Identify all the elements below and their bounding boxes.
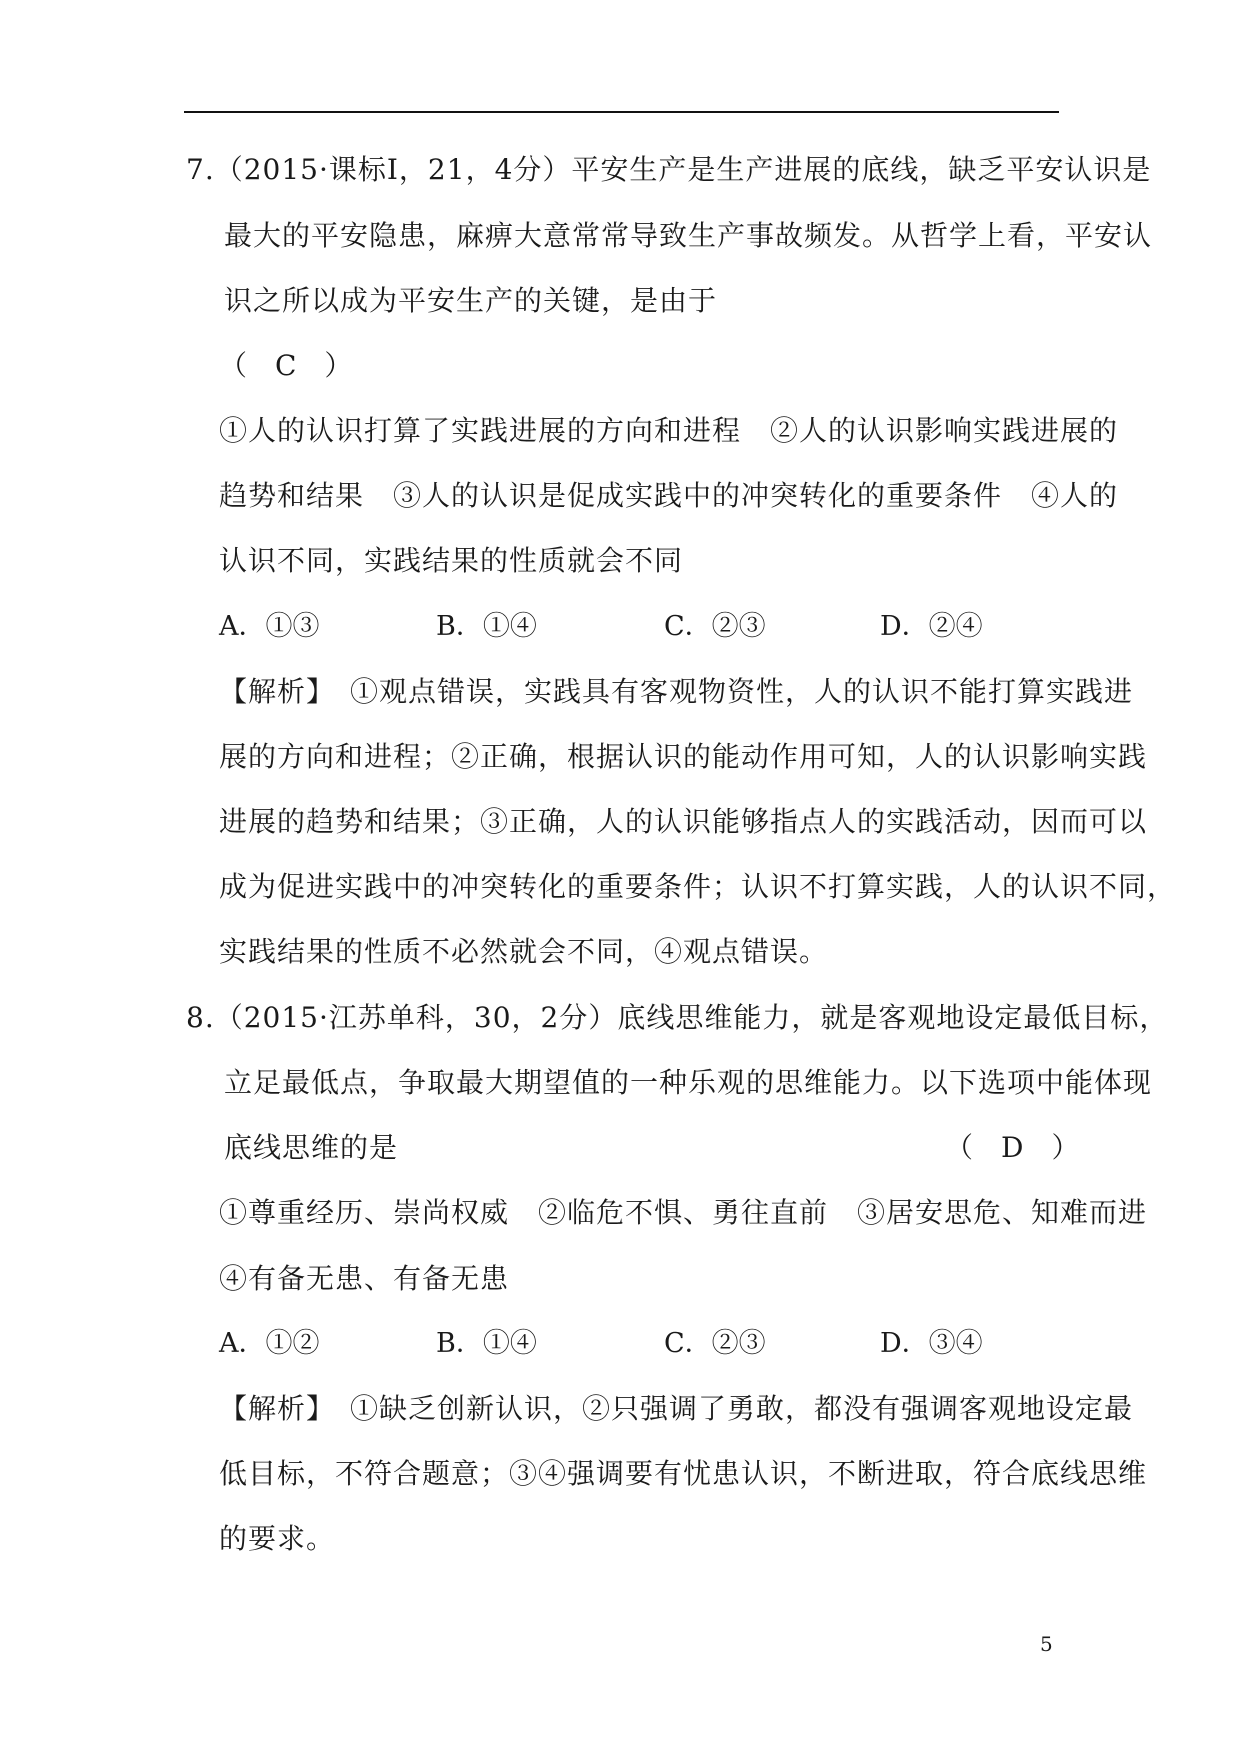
q8-option-b: B．①④ xyxy=(436,1328,537,1359)
q8-stem-line-2: 立足最低点，争取最大期望值的一种乐观的思维能力。以下选项中能体现 xyxy=(224,1066,1153,1099)
q8-stem-line-3: 底线思维的是 xyxy=(224,1131,399,1164)
q7-analysis-line-3: 进展的趋势和结果；③正确，人的认识能够指点人的实践活动，因而可以 xyxy=(219,805,1148,838)
q8-option-d: D．③④ xyxy=(880,1328,983,1359)
q7-answer: （ C ） xyxy=(219,349,353,382)
q8-statement-line-2: ④有备无患、有备无患 xyxy=(219,1262,510,1295)
q8-statement-line-1: ①尊重经历、崇尚权威 ②临危不惧、勇往直前 ③居安思危、知难而进 xyxy=(219,1196,1148,1229)
q7-stem-line-2: 最大的平安隐患，麻痹大意常常导致生产事故频发。从哲学上看，平安认 xyxy=(224,219,1153,252)
q8-analysis-line-3: 的要求。 xyxy=(219,1522,336,1555)
q7-statement-line-3: 认识不同，实践结果的性质就会不同 xyxy=(219,544,684,577)
q7-stem-line-1: 7.（2015·课标Ⅰ，21，4分）平安生产是生产进展的底线，缺乏平安认识是 xyxy=(186,153,1152,186)
q7-analysis-line-5: 实践结果的性质不必然就会不同，④观点错误。 xyxy=(219,935,829,968)
q8-stem-line-1: 8.（2015·江苏单科，30，2分）底线思维能力，就是客观地设定最低目标， xyxy=(186,1001,1169,1034)
q8-analysis-line-2: 低目标，不符合题意；③④强调要有忧患认识，不断进取，符合底线思维 xyxy=(219,1457,1148,1490)
q7-stem-line-3: 识之所以成为平安生产的关键，是由于 xyxy=(224,284,718,317)
q8-option-c: C．②③ xyxy=(664,1328,766,1359)
q8-option-a: A．①② xyxy=(219,1328,320,1359)
q8-answer: （ D ） xyxy=(945,1131,1080,1164)
q7-option-a: A．①③ xyxy=(219,611,320,642)
q7-analysis-line-1: 【解析】 ①观点错误，实践具有客观物资性，人的认识不能打算实践进 xyxy=(219,675,1134,708)
q7-option-d: D．②④ xyxy=(880,611,983,642)
q7-analysis-line-2: 展的方向和进程；②正确，根据认识的能动作用可知，人的认识影响实践 xyxy=(219,740,1148,773)
q8-analysis-line-1: 【解析】 ①缺乏创新认识，②只强调了勇敢，都没有强调客观地设定最 xyxy=(219,1392,1134,1425)
page-number: 5 xyxy=(1040,1632,1053,1656)
q7-option-b: B．①④ xyxy=(436,611,537,642)
q7-analysis-line-4: 成为促进实践中的冲突转化的重要条件；认识不打算实践，人的认识不同， xyxy=(219,870,1177,903)
header-rule xyxy=(184,111,1059,113)
q7-statement-line-1: ①人的认识打算了实践进展的方向和进程 ②人的认识影响实践进展的 xyxy=(219,414,1119,447)
q7-option-c: C．②③ xyxy=(664,611,766,642)
q7-statement-line-2: 趋势和结果 ③人的认识是促成实践中的冲突转化的重要条件 ④人的 xyxy=(219,479,1119,512)
